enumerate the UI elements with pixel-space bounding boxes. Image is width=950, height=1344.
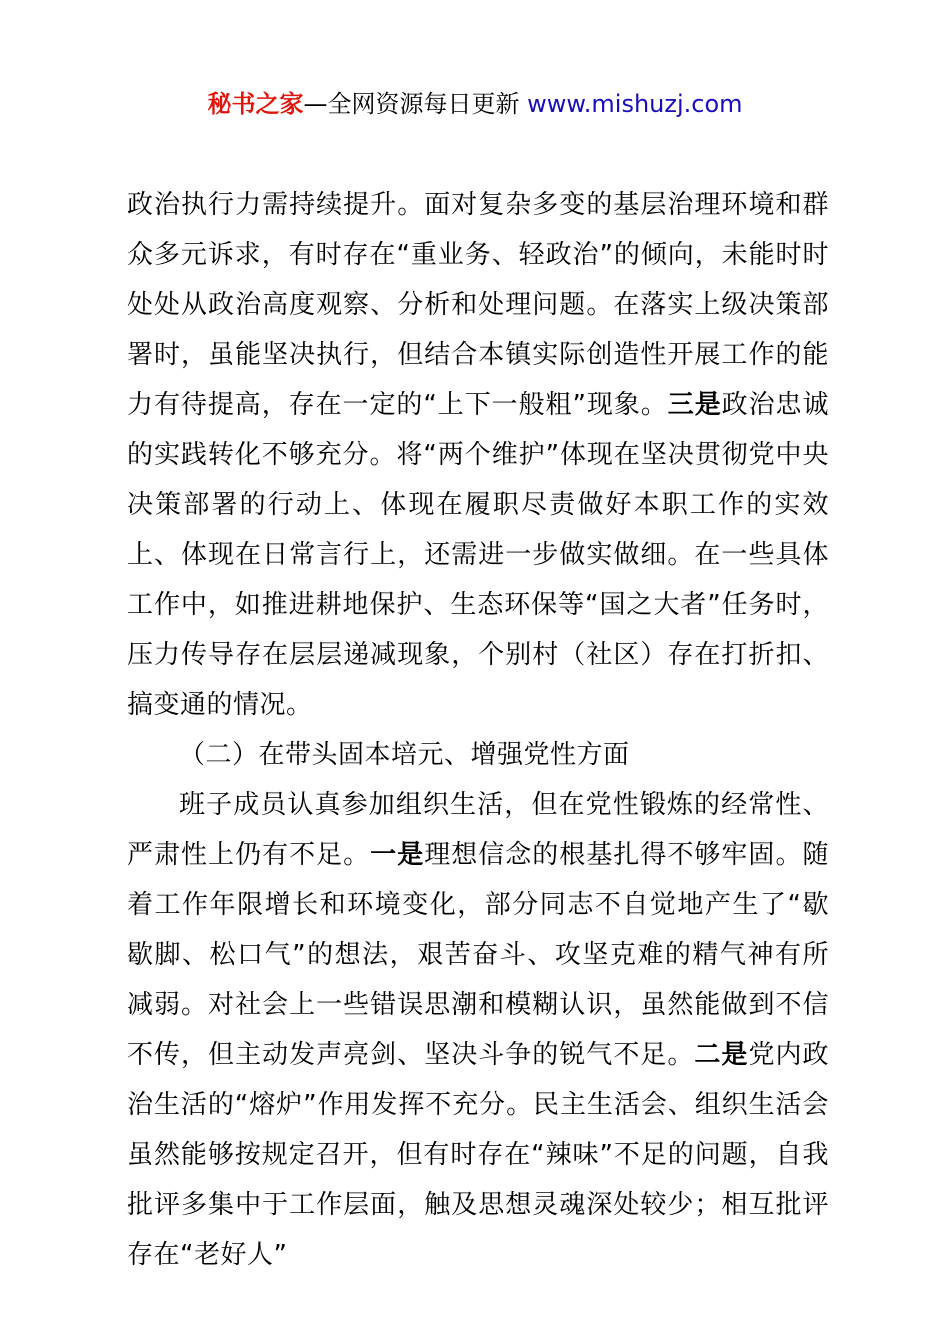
paragraph-3-text-c: 党内政治生活的“熔炉”作用发挥不充分。民主生活会、组织生活会虽然能够按规定召开，但有时存在“辣味”不足的问题，自我批评多集中于工作层面，触及思想灵魂深处较少；相互批评存在“老好人” xyxy=(127,1040,829,1270)
section-heading: （二）在带头固本培元、增强党性方面 xyxy=(179,740,630,770)
paragraph-1 xyxy=(127,180,829,730)
paragraph-3-text-b: 理想信念的根基扎得不够牢固。随着工作年限增长和环境变化，部分同志不自觉地产生了“歇歇脚、松口气”的想法，艰苦奋斗、攻坚克难的精气神有所减弱。对社会上一些错误思潮和模糊认识，虽然能做到不信不传，但主动发声亮剑、坚决斗争的锐气不足。 xyxy=(127,840,829,1070)
paragraph-1-text-a: 政治执行力需持续提升。面对复杂多变的基层治理环境和群众多元诉求，有时存在“重业务、轻政治”的倾向，未能时时处处从政治高度观察、分析和处理问题。在落实上级决策部署时，虽能坚决执行，但结合本镇实际创造性开展工作的能力有待提高，存在一定的“上下一般粗”现象。 xyxy=(127,190,829,420)
paragraph-3-text-a: 班子成员认真参加组织生活，但在党性锻炼的经常性、严肃性上仍有不足。 xyxy=(127,790,829,870)
document-body xyxy=(127,180,829,1280)
header-tagline: —全网资源每日更新 xyxy=(303,90,520,118)
brand-name: 秘书之家 xyxy=(207,90,304,118)
paragraph-3 xyxy=(127,780,829,1280)
paragraph-1-text-b: 政治忠诚的实践转化不够充分。将“两个维护”体现在坚决贯彻党中央决策部署的行动上、体现在履职尽责做好本职工作的实效上、体现在日常言行上，还需进一步做实做细。在一些具体工作中，如推进耕地保护、生态环保等“国之大者”任务时，压力传导存在层层递减现象，个别村（社区）存在打折扣、搞变通的情况。 xyxy=(127,390,829,720)
paragraph-3-marker-two: 二是 xyxy=(694,1040,749,1070)
paragraph-3-marker-one: 一是 xyxy=(370,840,425,870)
page-header xyxy=(0,86,950,122)
site-url-link[interactable]: www.mishuzj.com xyxy=(527,90,743,118)
paragraph-1-marker-three: 三是 xyxy=(667,390,722,420)
